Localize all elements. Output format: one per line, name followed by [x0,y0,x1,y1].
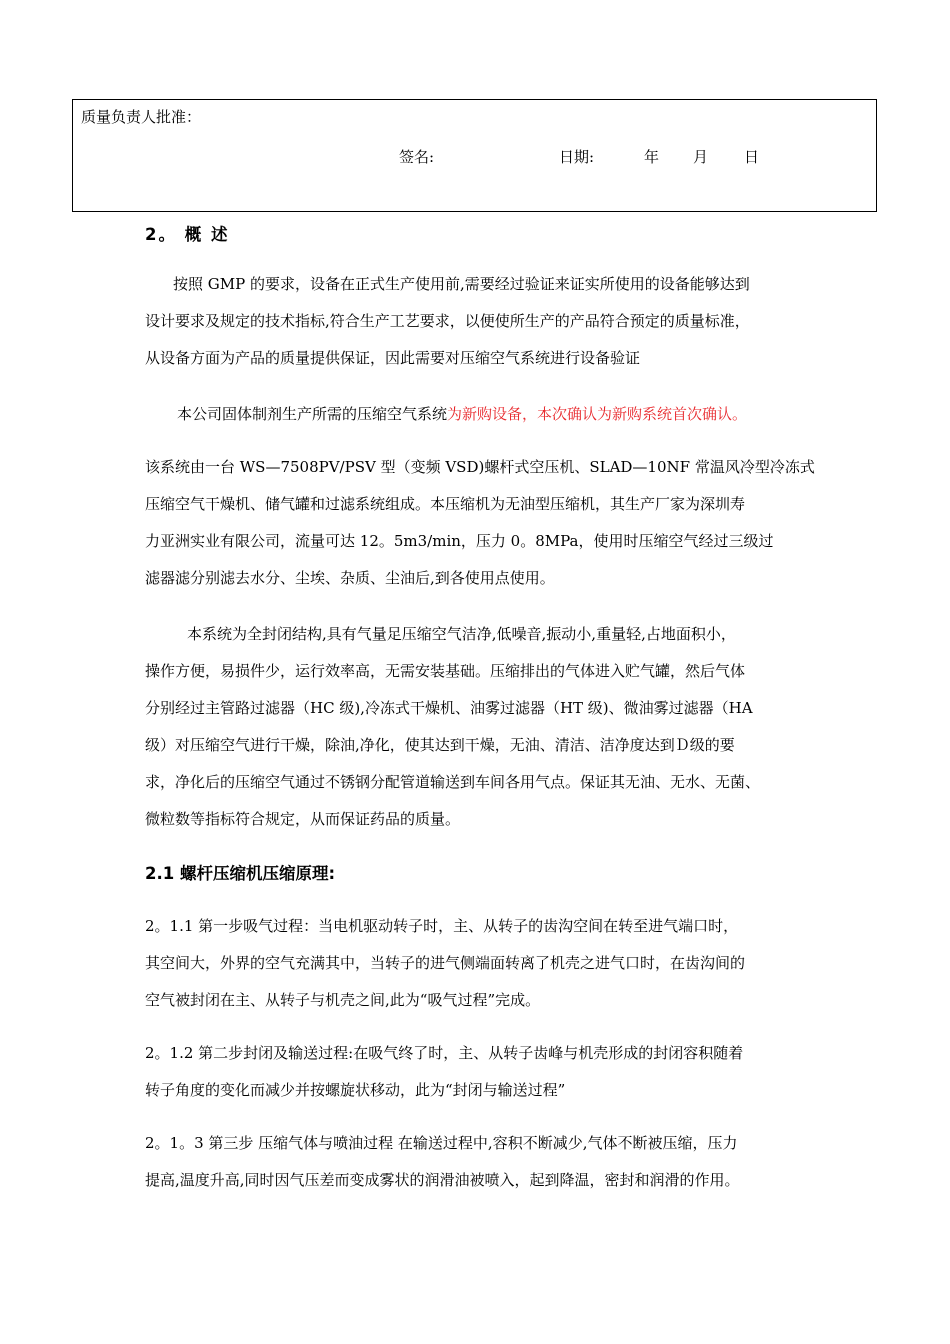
overview-paragraph-1 [145,266,825,377]
text-line: 求，净化后的压缩空气通过不锈钢分配管道输送到车间各用气点。保证其无油、无水、无菌、 [145,773,761,791]
highlighted-text: 为新购设备，本次确认为新购系统首次确认。 [447,405,748,423]
day-label: 日 [744,148,760,166]
text-line: 提高,温度升高,同时因气压差而变成雾状的润滑油被喷入，起到降温，密封和润滑的作用。 [145,1171,740,1189]
overview-heading: 2。 概 述 [145,225,230,244]
system-structure-paragraph [145,616,825,838]
text-line: 该系统由一台 WS—7508PV/PSV 型（变频 VSD)螺杆式空压机、SLAD—10NF 常温风冷型冷冻式 [145,458,815,476]
text-line: 微粒数等指标符合规定，从而保证药品的质量。 [145,810,461,828]
system-description-paragraph [145,449,825,597]
text-line: 压缩空气干燥机、储气罐和过滤系统组成。本压缩机为无油型压缩机，其生产厂家为深圳寿 [145,495,746,513]
text-line: 设计要求及规定的技术指标,符合生产工艺要求，以便使所生产的产品符合预定的质量标准， [145,312,750,330]
quality-approver-label: 质量负责人批准： [81,108,202,126]
text-line: 按照 GMP 的要求，设备在正式生产使用前,需要经过验证来证实所使用的设备能够达到 [173,275,750,293]
text-line: 级）对压缩空气进行干燥，除油,净化，使其达到干燥，无油、清洁、洁净度达到Ｄ级的要 [145,736,735,754]
text-line: 2。1.1 第一步吸气过程：当电机驱动转子时，主、从转子的齿沟空间在转至进气端口时， [145,917,739,935]
date-label: 日期: [559,148,595,166]
text-line [145,396,825,433]
signature-label: 签名: [399,148,435,166]
text-line: 2。1。3 第三步 压缩气体与喷油过程 在输送过程中,容积不断减少,气体不断被压缩，压力 [145,1134,738,1152]
month-label: 月 [693,148,709,166]
normal-text: 本公司固体制剂生产所需的压缩空气系统 [177,405,448,423]
text-line: 力亚洲实业有限公司，流量可达 12。5m3/min，压力 0。8MPa，使用时压缩空气经过三级过 [145,532,774,550]
text-line: 2。1.2 第二步封闭及输送过程:在吸气终了时，主、从转子齿峰与机壳形成的封闭容积随着 [145,1044,744,1062]
text-line: 分别经过主管路过滤器（HC 级),冷冻式干燥机、油雾过滤器（HT 级)、微油雾过滤器（HA [145,699,753,717]
year-label: 年 [644,148,660,166]
approval-box [72,99,877,212]
suction-step-paragraph [145,908,825,1019]
compression-principle-heading: 2.1 螺杆压缩机压缩原理: [145,864,336,883]
overview-paragraph-2 [145,396,825,433]
sealing-step-paragraph [145,1035,825,1109]
text-line: 空气被封闭在主、从转子与机壳之间,此为“吸气过程”完成。 [145,991,541,1009]
compression-step-paragraph [145,1125,825,1199]
text-line: 其空间大，外界的空气充满其中，当转子的进气侧端面转离了机壳之进气口时，在齿沟间的 [145,954,746,972]
text-line: 滤器滤分别滤去水分、尘埃、杂质、尘油后,到各使用点使用。 [145,569,555,587]
text-line: 本系统为全封闭结构,具有气量足压缩空气洁净,低噪音,振动小,重量轻,占地面积小， [187,625,736,643]
text-line: 转子角度的变化而减少并按螺旋状移动，此为“封闭与输送过程” [145,1081,566,1099]
text-line: 操作方便，易损件少，运行效率高，无需安装基础。压缩排出的气体进入贮气罐，然后气体 [145,662,746,680]
text-line: 从设备方面为产品的质量提供保证，因此需要对压缩空气系统进行设备验证 [145,349,641,367]
